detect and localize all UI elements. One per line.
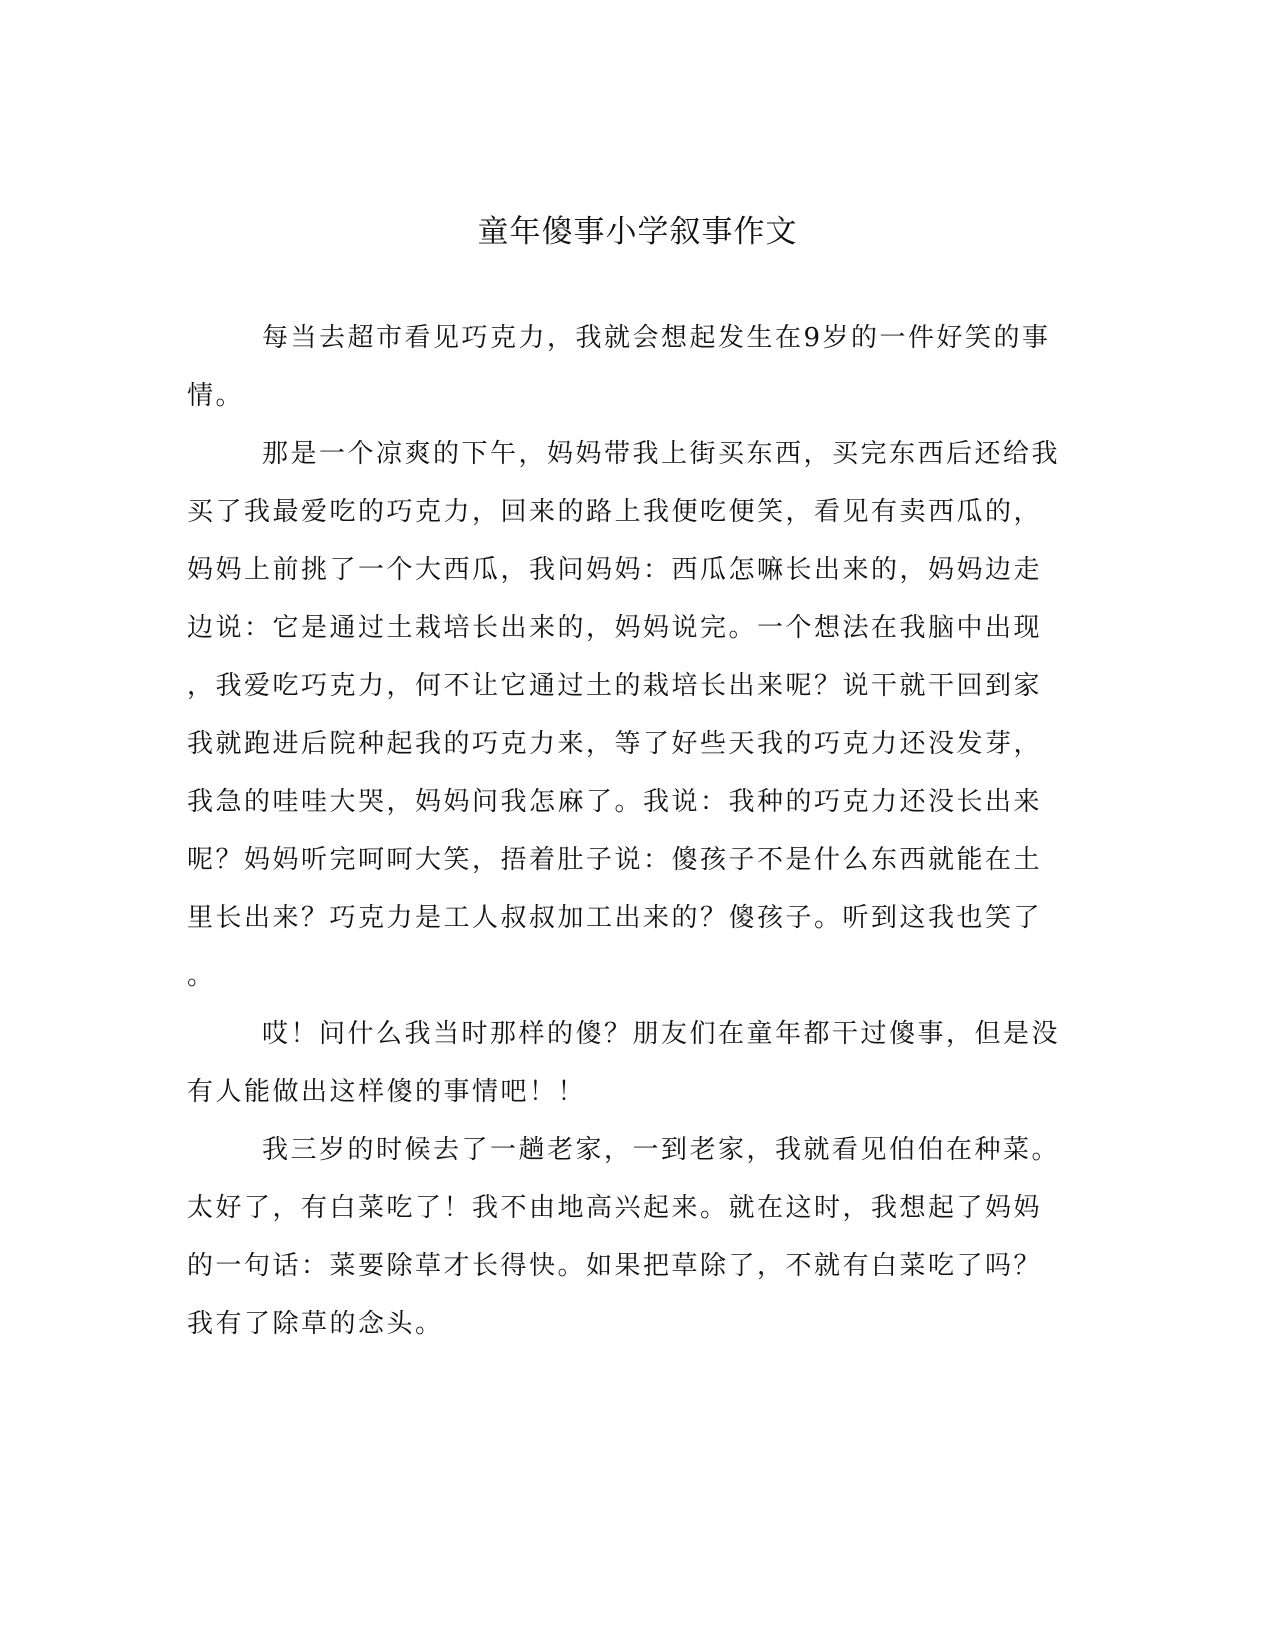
- text-line: 那是一个凉爽的下午，妈妈带我上街买东西，买完东西后还给我: [262, 439, 1061, 469]
- text-line: 我就跑进后院种起我的巧克力来，等了好些天我的巧克力还没发芽，: [187, 729, 1043, 759]
- text-line: 每当去超市看见巧克力，我就会想起发生在9岁的一件好笑的事: [262, 323, 1051, 353]
- text-line: 的一句话：菜要除草才长得快。如果把草除了，不就有白菜吃了吗？: [187, 1251, 1043, 1281]
- text-line: 妈妈上前挑了一个大西瓜，我问妈妈：西瓜怎嘛长出来的，妈妈边走: [187, 555, 1043, 585]
- text-line: 里长出来？巧克力是工人叔叔加工出来的？傻孩子。听到这我也笑了: [187, 903, 1043, 933]
- text-line: 哎！问什么我当时那样的傻？朋友们在童年都干过傻事，但是没: [262, 1019, 1061, 1049]
- document-title: 童年傻事小学叙事作文: [477, 214, 798, 250]
- text-line: 呢？妈妈听完呵呵大笑，捂着肚子说：傻孩子不是什么东西就能在土: [187, 845, 1043, 875]
- text-line: ，我爱吃巧克力，何不让它通过土的栽培长出来呢？说干就干回到家: [187, 671, 1043, 701]
- text-line: 我有了除草的念头。: [187, 1309, 444, 1339]
- text-line: 情。: [187, 381, 245, 411]
- text-line: 我三岁的时候去了一趟老家，一到老家，我就看见伯伯在种菜。: [262, 1135, 1061, 1165]
- text-line: 我急的哇哇大哭，妈妈问我怎麻了。我说：我种的巧克力还没长出来: [187, 787, 1043, 817]
- text-line: 有人能做出这样傻的事情吧！！: [187, 1077, 587, 1107]
- text-line: 买了我最爱吃的巧克力，回来的路上我便吃便笑，看见有卖西瓜的，: [187, 497, 1043, 527]
- text-line: 边说：它是通过土栽培长出来的，妈妈说完。一个想法在我脑中出现: [187, 613, 1043, 643]
- text-line: 太好了，有白菜吃了！我不由地高兴起来。就在这时，我想起了妈妈: [187, 1193, 1043, 1223]
- text-line: 。: [187, 961, 216, 991]
